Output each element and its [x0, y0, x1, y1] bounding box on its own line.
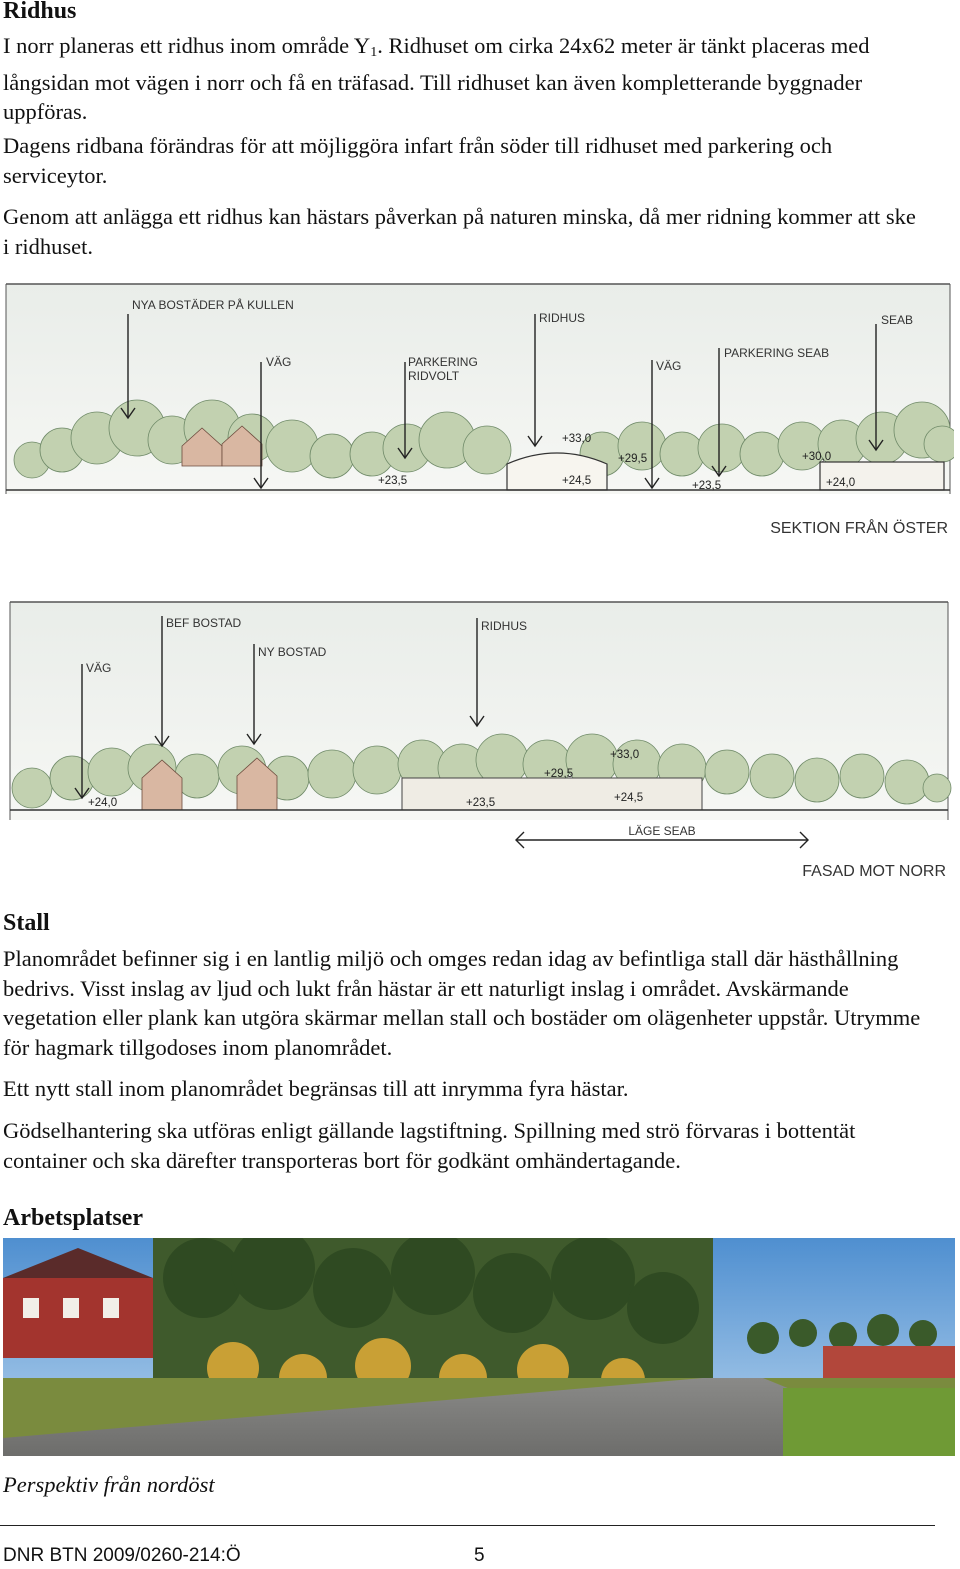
heading-stall: Stall	[3, 910, 50, 936]
heading-arbetsplatser: Arbetsplatser	[3, 1205, 143, 1231]
page-number: 5	[474, 1545, 485, 1566]
label-seab: SEAB	[881, 313, 914, 327]
label-ridhus: RIDHUS	[481, 619, 528, 633]
panorama-photo	[3, 1238, 955, 1456]
elevation-marker: +24,5	[614, 792, 644, 804]
stall-paragraph-3: Gödselhantering ska utföras enligt gällande lagstiftning. Spillning med strö förvaras i bottentät container och ska därefter transporteras bort för godkänt omhändertagande.	[3, 1118, 856, 1173]
facade-north-drawing	[2, 592, 954, 887]
photo-industrial-building	[823, 1346, 955, 1382]
elevation-marker: +24,5	[562, 475, 592, 487]
elevation-marker: +33,0	[610, 749, 640, 761]
footer-rule	[0, 1525, 935, 1526]
facade-title: FASAD MOT NORR	[802, 863, 946, 880]
label-ridhus: RIDHUS	[539, 311, 586, 325]
section-title: SEKTION FRÅN ÖSTER	[770, 520, 948, 537]
footer-dnr: DNR BTN 2009/0260-214:Ö	[3, 1545, 241, 1566]
elevation-marker: +33,0	[562, 433, 592, 445]
label-parkering: PARKERING	[408, 355, 478, 369]
label-ny-bostad: NY BOSTAD	[258, 645, 327, 659]
riding-hall-facade	[402, 778, 702, 810]
label-ridvolt: RIDVOLT	[408, 369, 460, 383]
stall-paragraph-1: Planområdet befinner sig i en lantlig miljö och omges redan idag av befintliga stall där hästhållning bedrivs. Visst inslag av ljud och lukt från hästar är ett naturligt inslag i området. Avskärmande vegetation eller plank kan utgöra skärmar mellan stall och bostäder om olägenheter uppstår. Utrymme för hagmark tillgodoses inom planområdet.	[3, 946, 921, 1060]
label-nya-bostader: NYA BOSTÄDER PÅ KULLEN	[132, 298, 294, 312]
elevation-marker: +23,5	[378, 475, 408, 487]
elevation-marker: +29,5	[544, 768, 574, 780]
ridhus-paragraph-1: I norr planeras ett ridhus inom område $Y_1$. Ridhuset om cirka 24x62 meter är tänkt placeras med långsidan mot vägen i norr och få en träfasad. Till ridhuset kan även kompletterande byggnader uppföras.	[3, 33, 870, 124]
stall-paragraph-2: Ett nytt stall inom planområdet begränsas till att inrymma fyra hästar.	[3, 1076, 629, 1101]
elevation-marker: +24,0	[88, 797, 118, 809]
riding-hall-shape	[507, 453, 607, 490]
section-from-east-drawing	[2, 278, 954, 548]
elevation-marker: +23,5	[466, 797, 496, 809]
ridhus-paragraph-2: Dagens ridbana förändras för att möjliggöra infart från söder till ridhuset med parkering och serviceytor.	[3, 133, 833, 188]
label-vag-1: VÄG	[266, 355, 292, 369]
label-vag-2: VÄG	[656, 359, 682, 373]
elevation-marker: +30,0	[802, 451, 832, 463]
label-bef-bostad: BEF BOSTAD	[166, 616, 242, 630]
heading-ridhus: Ridhus	[3, 0, 77, 24]
photo-caption: Perspektiv från nordöst	[3, 1472, 215, 1497]
label-vag: VÄG	[86, 661, 112, 675]
ridhus-paragraph-3: Genom att anlägga ett ridhus kan hästars påverkan på naturen minska, då mer ridning kommer att ske i ridhuset.	[3, 204, 916, 259]
label-parkering-seab: PARKERING SEAB	[724, 346, 830, 360]
photo-lawn	[783, 1388, 955, 1456]
elevation-marker: +29,5	[618, 453, 648, 465]
label-lage-seab: LÄGE SEAB	[628, 824, 696, 838]
elevation-marker: +23,5	[692, 480, 722, 492]
elevation-marker: +24,0	[826, 477, 856, 489]
